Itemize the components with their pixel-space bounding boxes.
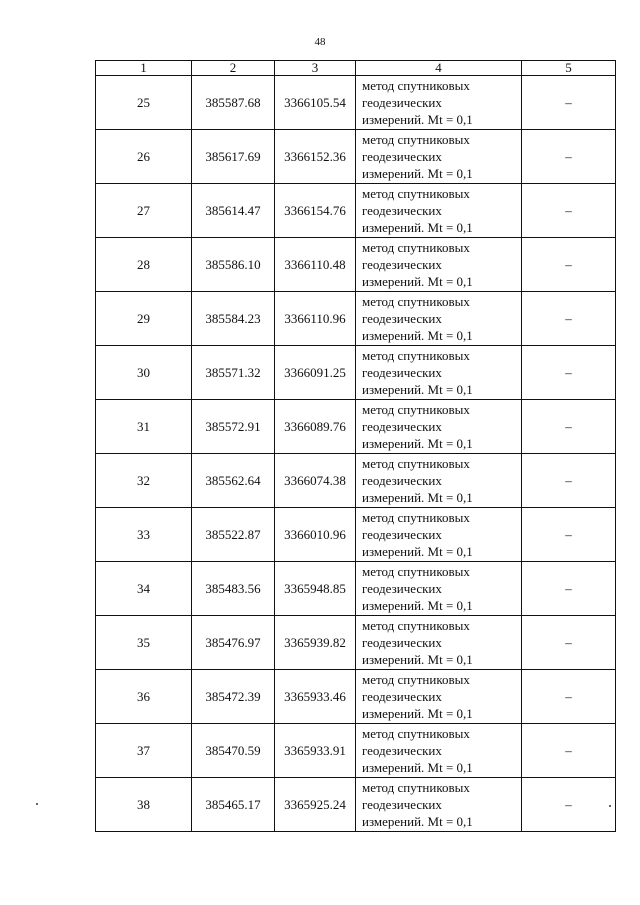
table-row — [96, 778, 616, 832]
point-number-cell: 27 — [96, 184, 192, 238]
y-coordinate-cell: 3366152.36 — [275, 130, 356, 184]
x-coordinate-cell: 385472.39 — [192, 670, 275, 724]
table-row — [96, 670, 616, 724]
method-cell: метод спутниковых геодезических измерений. Mt = 0,1 — [356, 778, 522, 832]
y-coordinate-cell: 3365925.24 — [275, 778, 356, 832]
method-cell: метод спутниковых геодезических измерений. Mt = 0,1 — [356, 616, 522, 670]
x-coordinate-cell: 385584.23 — [192, 292, 275, 346]
note-cell: – — [522, 724, 616, 778]
scan-speck — [609, 805, 611, 807]
x-coordinate-cell: 385571.32 — [192, 346, 275, 400]
table-row — [96, 130, 616, 184]
method-cell: метод спутниковых геодезических измерений. Mt = 0,1 — [356, 670, 522, 724]
y-coordinate-cell: 3365939.82 — [275, 616, 356, 670]
note-cell: – — [522, 562, 616, 616]
note-cell: – — [522, 400, 616, 454]
y-coordinate-cell: 3366105.54 — [275, 76, 356, 130]
table-row — [96, 346, 616, 400]
table-row — [96, 724, 616, 778]
method-cell: метод спутниковых геодезических измерений. Mt = 0,1 — [356, 130, 522, 184]
note-cell: – — [522, 346, 616, 400]
note-cell: – — [522, 292, 616, 346]
table-row — [96, 508, 616, 562]
table-body — [96, 76, 616, 832]
note-cell: – — [522, 238, 616, 292]
table-row — [96, 454, 616, 508]
method-cell: метод спутниковых геодезических измерений. Mt = 0,1 — [356, 562, 522, 616]
method-cell: метод спутниковых геодезических измерений. Mt = 0,1 — [356, 346, 522, 400]
note-cell: – — [522, 76, 616, 130]
note-cell: – — [522, 778, 616, 832]
note-cell: – — [522, 616, 616, 670]
point-number-cell: 31 — [96, 400, 192, 454]
method-cell: метод спутниковых геодезических измерений. Mt = 0,1 — [356, 76, 522, 130]
note-cell: – — [522, 130, 616, 184]
point-number-cell: 32 — [96, 454, 192, 508]
y-coordinate-cell: 3365933.46 — [275, 670, 356, 724]
point-number-cell: 36 — [96, 670, 192, 724]
point-number-cell: 26 — [96, 130, 192, 184]
method-cell: метод спутниковых геодезических измерений. Mt = 0,1 — [356, 184, 522, 238]
x-coordinate-cell: 385483.56 — [192, 562, 275, 616]
point-number-cell: 35 — [96, 616, 192, 670]
column-header-4: 4 — [356, 61, 522, 76]
y-coordinate-cell: 3366010.96 — [275, 508, 356, 562]
y-coordinate-cell: 3366110.96 — [275, 292, 356, 346]
y-coordinate-cell: 3366110.48 — [275, 238, 356, 292]
point-number-cell: 33 — [96, 508, 192, 562]
table-row — [96, 400, 616, 454]
y-coordinate-cell: 3365948.85 — [275, 562, 356, 616]
table-row — [96, 292, 616, 346]
table-row — [96, 184, 616, 238]
y-coordinate-cell: 3366091.25 — [275, 346, 356, 400]
column-header-1: 1 — [96, 61, 192, 76]
point-number-cell: 25 — [96, 76, 192, 130]
x-coordinate-cell: 385587.68 — [192, 76, 275, 130]
y-coordinate-cell: 3366154.76 — [275, 184, 356, 238]
point-number-cell: 29 — [96, 292, 192, 346]
x-coordinate-cell: 385522.87 — [192, 508, 275, 562]
note-cell: – — [522, 184, 616, 238]
note-cell: – — [522, 454, 616, 508]
table-row — [96, 616, 616, 670]
page-number: 48 — [314, 36, 326, 48]
point-number-cell: 37 — [96, 724, 192, 778]
coordinates-table — [95, 60, 616, 832]
point-number-cell: 38 — [96, 778, 192, 832]
note-cell: – — [522, 670, 616, 724]
table-header-row — [96, 61, 616, 76]
scan-speck — [36, 803, 38, 805]
x-coordinate-cell: 385470.59 — [192, 724, 275, 778]
x-coordinate-cell: 385617.69 — [192, 130, 275, 184]
note-cell: – — [522, 508, 616, 562]
point-number-cell: 28 — [96, 238, 192, 292]
column-header-2: 2 — [192, 61, 275, 76]
y-coordinate-cell: 3366089.76 — [275, 400, 356, 454]
method-cell: метод спутниковых геодезических измерений. Mt = 0,1 — [356, 238, 522, 292]
y-coordinate-cell: 3366074.38 — [275, 454, 356, 508]
x-coordinate-cell: 385476.97 — [192, 616, 275, 670]
method-cell: метод спутниковых геодезических измерений. Mt = 0,1 — [356, 508, 522, 562]
method-cell: метод спутниковых геодезических измерений. Mt = 0,1 — [356, 724, 522, 778]
table-row — [96, 238, 616, 292]
point-number-cell: 30 — [96, 346, 192, 400]
method-cell: метод спутниковых геодезических измерений. Mt = 0,1 — [356, 292, 522, 346]
x-coordinate-cell: 385614.47 — [192, 184, 275, 238]
x-coordinate-cell: 385562.64 — [192, 454, 275, 508]
point-number-cell: 34 — [96, 562, 192, 616]
x-coordinate-cell: 385586.10 — [192, 238, 275, 292]
method-cell: метод спутниковых геодезических измерений. Mt = 0,1 — [356, 400, 522, 454]
y-coordinate-cell: 3365933.91 — [275, 724, 356, 778]
column-header-3: 3 — [275, 61, 356, 76]
x-coordinate-cell: 385572.91 — [192, 400, 275, 454]
method-cell: метод спутниковых геодезических измерений. Mt = 0,1 — [356, 454, 522, 508]
table-row — [96, 562, 616, 616]
column-header-5: 5 — [522, 61, 616, 76]
table-row — [96, 76, 616, 130]
x-coordinate-cell: 385465.17 — [192, 778, 275, 832]
